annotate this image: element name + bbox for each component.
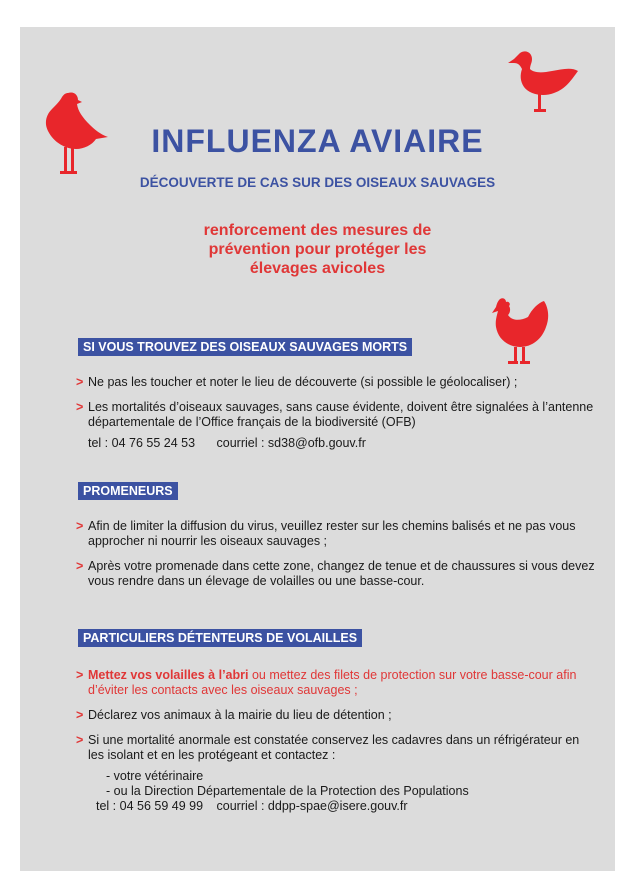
bullet-arrow-icon: > xyxy=(76,733,84,747)
list-item xyxy=(76,708,596,723)
item-text: Les mortalités d’oiseaux sauvages, sans cause évidente, doivent être signalées à l’antenne départementale de l’Office français de la biodiversité (OFB) xyxy=(88,400,594,429)
list-item xyxy=(76,375,596,390)
tagline-line1: renforcement des mesures de xyxy=(203,222,432,239)
bullet-arrow-icon: > xyxy=(76,559,84,573)
tagline-line3: élevages avicoles xyxy=(249,260,386,277)
contact-ddpp: - ou la Direction Départementale de la Protection des Populations xyxy=(106,784,469,798)
list-item xyxy=(76,733,596,814)
item-text: Si une mortalité anormale est constatée conservez les cadavres dans un réfrigérateur en les isolant et en les protégeant et contactez : xyxy=(88,733,580,762)
tagline-line2: prévention pour protéger les xyxy=(208,241,427,258)
section-heading-dead-birds: SI VOUS TROUVEZ DES OISEAUX SAUVAGES MORTS xyxy=(78,338,412,356)
phone-number: tel : 04 76 55 24 53 xyxy=(88,436,196,450)
item-text: Afin de limiter la diffusion du virus, veuillez rester sur les chemins balisés et ne pas vous approcher ni nourrir les oiseaux sauvages ; xyxy=(88,519,576,548)
section-heading-owners: PARTICULIERS DÉTENTEURS DE VOLAILLES xyxy=(78,629,362,647)
item-text: Après votre promenade dans cette zone, changez de tenue et de chaussures si vous devez vous rendre dans un élevage de volailles ou une basse-cour. xyxy=(88,559,595,588)
bullet-arrow-icon: > xyxy=(76,400,84,414)
email-address: courriel : ddpp-spae@isere.gouv.fr xyxy=(216,799,408,813)
item-emphasis: Mettez vos volailles à l’abri xyxy=(88,668,249,682)
list-item xyxy=(76,400,596,451)
email-address: courriel : sd38@ofb.gouv.fr xyxy=(216,436,366,450)
page-subtitle: DÉCOUVERTE DE CAS SUR DES OISEAUX SAUVAGES xyxy=(139,175,496,190)
item-text: Déclarez vos animaux à la mairie du lieu de détention ; xyxy=(88,708,392,722)
item-text: ou mettez des filets de protection sur votre basse-cour afin d’éviter les contacts avec les oiseaux sauvages ; xyxy=(88,668,577,697)
section-heading-walkers: PROMENEURS xyxy=(78,482,178,500)
walkers-list xyxy=(76,519,596,599)
contact-vet: - votre vétérinaire xyxy=(106,769,204,783)
list-item xyxy=(76,559,596,589)
phone-number: tel : 04 56 59 49 99 xyxy=(96,799,204,813)
tagline xyxy=(20,221,615,278)
list-item xyxy=(76,519,596,549)
page-title: INFLUENZA AVIAIRE xyxy=(151,123,484,159)
owners-list xyxy=(76,668,596,824)
duck-icon xyxy=(508,49,580,115)
bullet-arrow-icon: > xyxy=(76,519,84,533)
dead-birds-list xyxy=(76,375,596,461)
hen-icon xyxy=(490,297,550,367)
bullet-arrow-icon: > xyxy=(76,668,84,682)
item-text: Ne pas les toucher et noter le lieu de découverte (si possible le géolocaliser) ; xyxy=(88,375,518,389)
contact-line xyxy=(88,436,596,451)
bullet-arrow-icon: > xyxy=(76,708,84,722)
list-item xyxy=(76,668,596,698)
contact-line xyxy=(88,799,596,814)
bullet-arrow-icon: > xyxy=(76,375,84,389)
poster xyxy=(20,27,615,871)
